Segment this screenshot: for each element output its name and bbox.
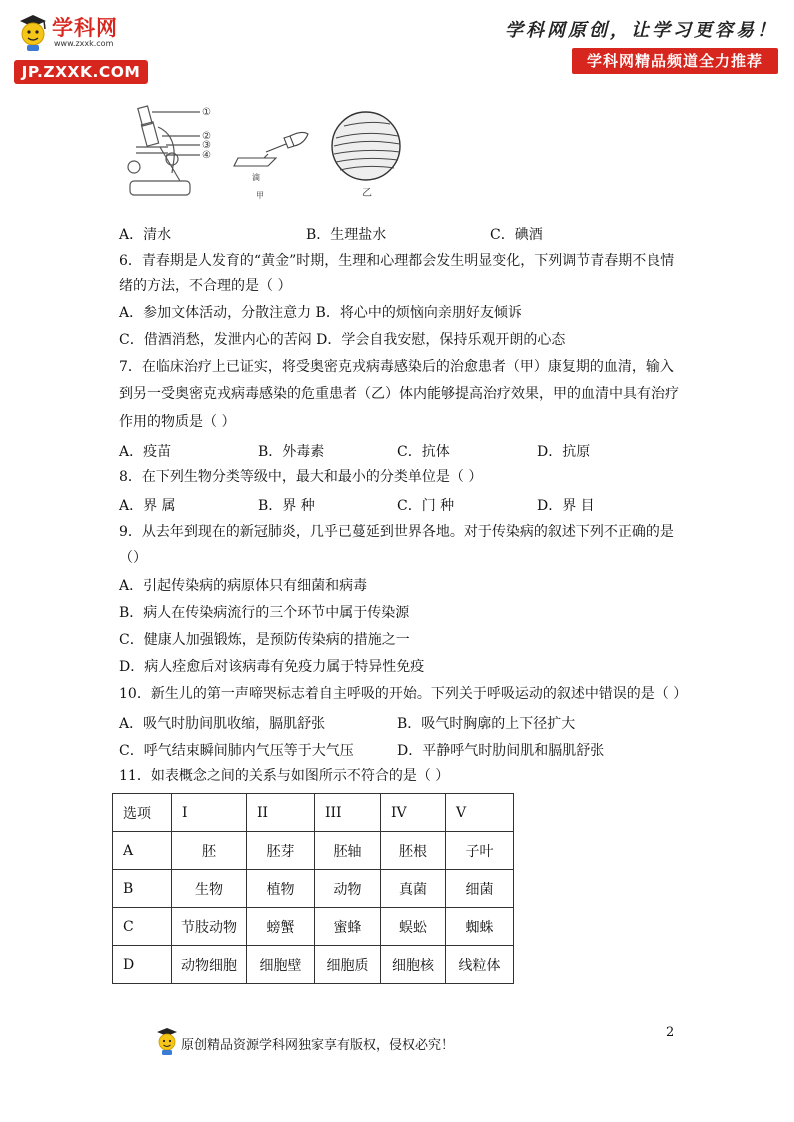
table-header-cell: IV — [381, 794, 446, 832]
q6-line-1: 6．青春期是人发育的“黄金”时期，生理和心理都会发生明显变化，下列调节青春期不良情 — [119, 253, 675, 269]
q7-line-1: 7．在临床治疗上已证实，将受奥密克戎病毒感染后的治愈患者（甲）康复期的血清，输入 — [119, 359, 674, 375]
table-row — [113, 908, 514, 946]
q10-option-b: B．吸气时胸廓的上下径扩大 — [397, 716, 576, 732]
q8-option-a: A．界 属 — [119, 498, 176, 514]
q5-option-a: A．清水 — [119, 227, 172, 243]
table-cell: 胚根 — [381, 832, 446, 870]
table-cell: 真菌 — [381, 870, 446, 908]
table-cell: 胚芽 — [247, 832, 315, 870]
table-cell: 生物 — [172, 870, 247, 908]
q9-option-d: D．病人痊愈后对该病毒有免疫力属于特异性免疫 — [119, 659, 425, 675]
table-cell: 动物 — [315, 870, 381, 908]
page-number: 2 — [666, 1025, 675, 1040]
mascot-icon — [16, 12, 50, 52]
q9-line-1: 9．从去年到现在的新冠肺炎，几乎已蔓延到世界各地。对于传染病的叙述下列不正确的是 — [119, 524, 674, 540]
pointer-2-label: ② — [202, 131, 211, 142]
q9-option-b: B．病人在传染病流行的三个环节中属于传染源 — [119, 605, 410, 621]
logo-domain-bar: JP.ZXXK.COM — [14, 60, 148, 84]
q8-line-1: 8．在下列生物分类等级中，最大和最小的分类单位是（ ） — [119, 469, 483, 485]
q8-option-c: C．门 种 — [397, 498, 455, 514]
table-cell: 细胞壁 — [247, 946, 315, 984]
q5-option-c: C．碘酒 — [490, 227, 543, 243]
table-cell: 节肢动物 — [172, 908, 247, 946]
q11-line-1: 11．如表概念之间的关系与如图所示不符合的是（ ） — [119, 768, 450, 784]
table-cell: 细菌 — [446, 870, 514, 908]
figure-label-di: 滴 — [252, 173, 260, 182]
table-cell: C — [113, 908, 172, 946]
mascot-icon — [155, 1026, 179, 1056]
table-cell: 胚轴 — [315, 832, 381, 870]
pointer-3-label: ③ — [202, 140, 211, 151]
q10-option-a: A．吸气时肋间肌收缩，膈肌舒张 — [119, 716, 326, 732]
table-cell: 动物细胞 — [172, 946, 247, 984]
table-header-cell: 选项 — [113, 794, 172, 832]
q7-line-2: 到另一受奥密克戎病毒感染的危重患者（乙）体内能够提高治疗效果，甲的血清中具有治疗 — [119, 386, 679, 402]
table-cell: A — [113, 832, 172, 870]
q7-option-d: D．抗原 — [537, 444, 591, 460]
dropper-figure — [232, 118, 312, 200]
q8-option-d: D．界 目 — [537, 498, 595, 514]
q7-option-c: C．抗体 — [397, 444, 450, 460]
pointer-4-label: ④ — [202, 150, 211, 161]
q9-option-c: C．健康人加强锻炼，是预防传染病的措施之一 — [119, 632, 410, 648]
q6-options-cd: C．借酒消愁，发泄内心的苦闷 D．学会自我安慰，保持乐观开朗的心态 — [119, 332, 566, 348]
table-cell: 线粒体 — [446, 946, 514, 984]
q9-option-a: A．引起传染病的病原体只有细菌和病毒 — [119, 578, 368, 594]
table-cell: 蜘蛛 — [446, 908, 514, 946]
recommend-banner: 学科网精品频道全力推荐 — [572, 48, 778, 74]
table-header-row — [113, 794, 514, 832]
q9-line-2: （） — [119, 550, 147, 566]
table-row — [113, 870, 514, 908]
table-cell: 细胞质 — [315, 946, 381, 984]
table-header-cell: II — [247, 794, 315, 832]
table-header-cell: V — [446, 794, 514, 832]
q8-option-b: B．界 种 — [258, 498, 315, 514]
q10-option-d: D．平静呼气时肋间肌和膈肌舒张 — [397, 743, 605, 759]
table-cell: 蜜蜂 — [315, 908, 381, 946]
q10-line-1: 10．新生儿的第一声啼哭标志着自主呼吸的开始。下列关于呼吸运动的叙述中错误的是（ ） — [119, 686, 688, 702]
table-cell: D — [113, 946, 172, 984]
table-header-cell: I — [172, 794, 247, 832]
figure-label-jia: 甲 — [256, 191, 264, 200]
logo-text: 学科网 — [52, 16, 118, 40]
table-row — [113, 832, 514, 870]
footer-text: 原创精品资源学科网独家享有版权，侵权必究！ — [181, 1038, 455, 1053]
table-cell: 子叶 — [446, 832, 514, 870]
q6-options-ab: A．参加文体活动，分散注意力 B．将心中的烦恼向亲朋好友倾诉 — [119, 305, 522, 321]
pointer-1-label: ① — [202, 107, 211, 118]
q11-table — [112, 793, 514, 984]
table-header-cell: III — [315, 794, 381, 832]
table-cell: 植物 — [247, 870, 315, 908]
header-slogan: 学科网原创，让学习更容易！ — [505, 20, 778, 41]
q10-option-c: C．呼气结束瞬间肺内气压等于大气压 — [119, 743, 354, 759]
figure-label-yi: 乙 — [362, 188, 372, 199]
microscope-figure — [120, 103, 212, 201]
table-cell: B — [113, 870, 172, 908]
table-cell: 胚 — [172, 832, 247, 870]
table-cell: 细胞核 — [381, 946, 446, 984]
logo-url: www.zxxk.com — [54, 39, 114, 48]
cell-view-figure — [330, 108, 410, 200]
q5-option-b: B．生理盐水 — [306, 227, 387, 243]
q7-option-a: A．疫苗 — [119, 444, 172, 460]
site-logo[interactable] — [14, 10, 154, 82]
table-cell: 螃蟹 — [247, 908, 315, 946]
q7-line-3: 作用的物质是（ ） — [119, 414, 236, 430]
table-cell: 蜈蚣 — [381, 908, 446, 946]
q7-option-b: B．外毒素 — [258, 444, 325, 460]
table-row — [113, 946, 514, 984]
q6-line-2: 绪的方法，不合理的是（ ） — [119, 278, 292, 294]
